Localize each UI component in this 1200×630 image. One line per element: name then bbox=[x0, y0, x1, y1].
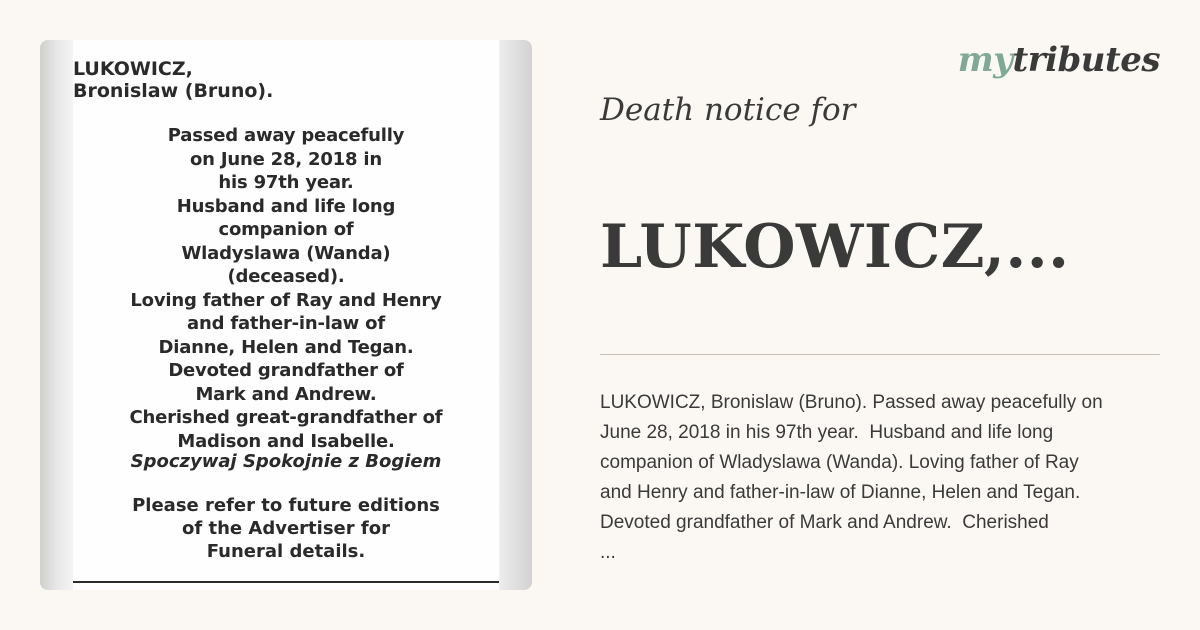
notice-footer-line: of the Advertiser for bbox=[182, 518, 390, 539]
notice-heading-line: LUKOWICZ, bbox=[73, 58, 193, 80]
summary-line: LUKOWICZ, Bronislaw (Bruno). Passed away peacefully on bbox=[600, 392, 1103, 413]
mytributes-logo[interactable] bbox=[958, 40, 1160, 80]
notice-body-line: Cherished great-grandfather of bbox=[129, 407, 443, 428]
notice-body-line: Devoted grandfather of bbox=[168, 360, 404, 381]
summary-line: and Henry and father-in-law of Dianne, Helen and Tegan. bbox=[600, 482, 1081, 503]
notice-body-line: (deceased). bbox=[227, 266, 345, 287]
death-notice-image bbox=[40, 40, 532, 590]
summary-line: ... bbox=[600, 542, 616, 563]
newspaper-clipping bbox=[73, 40, 499, 590]
summary-line: June 28, 2018 in his 97th year. Husband and life long bbox=[600, 422, 1054, 443]
notice-body-line: Wladyslawa (Wanda) bbox=[181, 242, 391, 264]
deceased-name: LUKOWICZ,... bbox=[600, 212, 1070, 282]
notice-body-line: Madison and Isabelle. bbox=[177, 430, 395, 452]
notice-footer bbox=[73, 494, 499, 563]
notice-summary bbox=[600, 388, 1180, 568]
notice-body-line: companion of bbox=[218, 219, 354, 240]
notice-body-line: Dianne, Helen and Tegan. bbox=[158, 336, 414, 358]
notice-heading-line: Bronislaw (Bruno). bbox=[73, 80, 274, 102]
notice-body-line: Loving father of Ray and Henry bbox=[130, 289, 442, 311]
notice-body-line: Passed away peacefully bbox=[167, 125, 405, 146]
headline: Death notice for bbox=[600, 92, 856, 128]
summary-line: Devoted grandfather of Mark and Andrew. Cherished bbox=[600, 512, 1049, 533]
summary-line: companion of Wladyslawa (Wanda). Loving father of Ray bbox=[600, 452, 1079, 473]
notice-body-line: his 97th year. bbox=[218, 172, 354, 193]
logo-part-tributes: tributes bbox=[1012, 40, 1160, 80]
notice-prayer: Spoczywaj Spokojnie z Bogiem bbox=[130, 451, 442, 472]
notice-body-line: Mark and Andrew. bbox=[195, 383, 377, 405]
notice-bottom-rule bbox=[73, 581, 499, 583]
notice-heading bbox=[73, 58, 493, 102]
notice-footer-line: Funeral details. bbox=[206, 541, 366, 562]
divider bbox=[600, 354, 1160, 355]
notice-footer-line: Please refer to future editions bbox=[132, 495, 440, 516]
notice-body-line: on June 28, 2018 in bbox=[190, 148, 382, 170]
notice-body-line: Husband and life long bbox=[176, 195, 396, 217]
logo-part-my: my bbox=[957, 40, 1013, 80]
notice-body bbox=[73, 124, 499, 453]
notice-body-line: and father-in-law of bbox=[187, 313, 385, 334]
